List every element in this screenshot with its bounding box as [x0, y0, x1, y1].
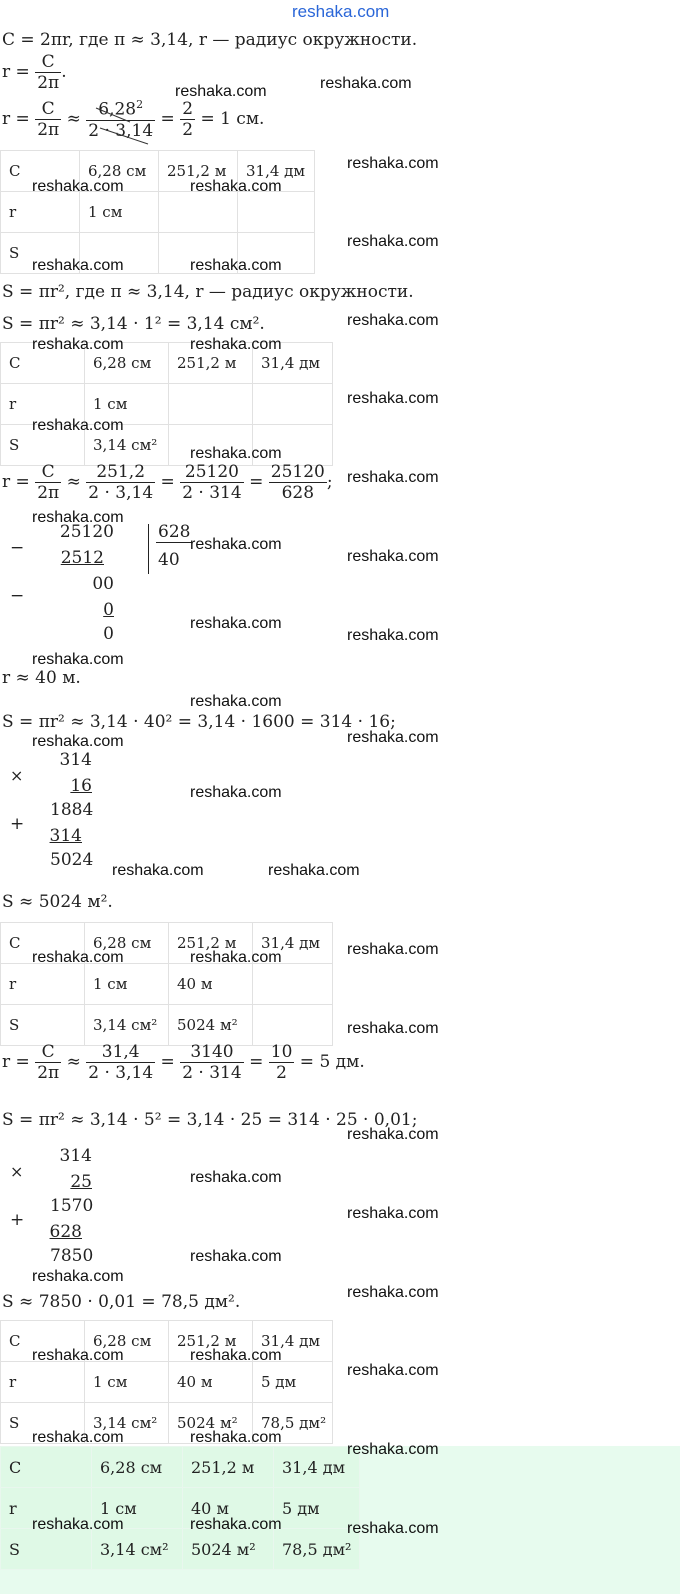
watermark: reshaka.com [347, 155, 439, 172]
table-cell: 31,4 дм [253, 923, 333, 964]
table-cell: r [1, 964, 85, 1005]
denominator: 628 [269, 482, 327, 503]
table-cell: 251,2 м [169, 343, 253, 384]
watermark: reshaka.com [320, 75, 412, 92]
factor: 25 [70, 1172, 92, 1192]
denominator: 2π [37, 1063, 60, 1083]
text: = [160, 472, 175, 492]
denominator: 2 [269, 1062, 295, 1083]
s-result-2: S ≈ 5024 м². [2, 892, 113, 912]
table-cell [253, 384, 333, 425]
numerator: 3140 [190, 1042, 234, 1062]
numerator: 251,2 [96, 462, 146, 482]
table-cell: 31,4 дм [238, 151, 315, 192]
watermark: reshaka.com [190, 178, 282, 195]
partial-product: 1884 [50, 800, 94, 820]
watermark: reshaka.com [32, 257, 124, 274]
text: = [249, 1052, 264, 1072]
table-cell: 1 см [85, 384, 169, 425]
table-cell: 31,4 дм [274, 1447, 360, 1488]
watermark: reshaka.com [190, 949, 282, 966]
product: 5024 [50, 850, 94, 870]
denominator: 2π [37, 73, 60, 93]
watermark: reshaka.com [32, 1429, 124, 1446]
numerator: 25120 [184, 462, 239, 482]
table-cell: 5024 м² [169, 1005, 253, 1046]
table-cell: 1 см [85, 964, 169, 1005]
denominator: 2 [182, 119, 194, 140]
product: 7850 [50, 1246, 94, 1266]
table-cell: 3,14 см² [85, 1403, 169, 1444]
s-calculation-3: S = πr² ≈ 3,14 · 5² = 3,14 · 25 = 314 · 25 · 0,01; [2, 1110, 418, 1130]
table-cell: 5 дм [253, 1362, 333, 1403]
watermark: reshaka.com [32, 178, 124, 195]
fraction [86, 1042, 155, 1083]
table-cell: 6,28 см [92, 1447, 183, 1488]
table-cell [159, 192, 238, 233]
factor: 16 [70, 776, 92, 796]
denominator: 2 · 314 [182, 483, 242, 503]
watermark: reshaka.com [347, 1520, 439, 1537]
fraction [35, 52, 61, 93]
table-cell: S [1, 233, 80, 274]
formula-circumference: C = 2πr, где π ≈ 3,14, r — радиус окружности. [2, 30, 418, 50]
watermark: reshaka.com [190, 445, 282, 462]
watermark: reshaka.com [190, 615, 282, 632]
divisor: 628 [158, 522, 191, 542]
quotient: 40 [158, 550, 180, 570]
text: = 5 дм. [299, 1052, 365, 1072]
fraction [35, 99, 61, 140]
table-cell [253, 964, 333, 1005]
watermark: reshaka.com [190, 1516, 282, 1533]
watermark: reshaka.com [347, 1284, 439, 1301]
watermark: reshaka.com [190, 784, 282, 801]
watermark: reshaka.com [190, 336, 282, 353]
table-3 [0, 922, 333, 1046]
watermark: reshaka.com [347, 627, 439, 644]
text: ; [326, 472, 333, 492]
watermark: reshaka.com [190, 1429, 282, 1446]
superscript: 2 [136, 98, 144, 111]
watermark: reshaka.com [32, 733, 124, 750]
table-cell: 1 см [92, 1488, 183, 1529]
text: = [249, 472, 264, 492]
r-formula [2, 52, 67, 93]
fraction [180, 1042, 243, 1083]
plus-sign: + [10, 814, 25, 834]
subtrahend: 2512 [60, 548, 104, 568]
table-cell: 1 см [80, 192, 159, 233]
denominator: 2π [37, 119, 60, 140]
text: r = [2, 108, 30, 129]
table-cell: 3,14 см² [85, 425, 169, 466]
table-cell: 251,2 м [183, 1447, 274, 1488]
fraction [86, 462, 155, 503]
table-cell: 251,2 м [169, 1321, 253, 1362]
denominator: 2 · 3,14 [88, 1063, 154, 1083]
minus-sign: − [10, 586, 25, 606]
table-cell [253, 1005, 333, 1046]
s-calculation-2: S = πr² ≈ 3,14 · 40² = 3,14 · 1600 = 314 · 16; [2, 712, 396, 732]
fraction [35, 462, 61, 503]
watermark: reshaka.com [347, 312, 439, 329]
table-cell: 31,4 дм [253, 1321, 333, 1362]
table-2 [0, 342, 333, 466]
table-cell: C [1, 151, 80, 192]
text: . [61, 62, 67, 82]
watermark: reshaka.com [347, 1205, 439, 1222]
dividend: 25120 [59, 522, 114, 542]
times-sign: × [10, 1162, 24, 1181]
table-cell: S [1, 425, 85, 466]
table-cell: 3,14 см² [85, 1005, 169, 1046]
watermark: reshaka.com [190, 1347, 282, 1364]
text: ≈ [66, 1052, 81, 1072]
partial-product: 314 [49, 826, 82, 846]
text: = [160, 1052, 175, 1072]
watermark: reshaka.com [268, 862, 360, 879]
watermark: reshaka.com [347, 1441, 439, 1458]
table-cell [238, 192, 315, 233]
watermark: reshaka.com [32, 651, 124, 668]
text: r = [2, 1052, 30, 1072]
partial-product: 1570 [50, 1196, 94, 1216]
numerator: 25120 [270, 462, 325, 482]
table-cell: r [1, 1362, 85, 1403]
table-cell: 5 дм [274, 1488, 360, 1529]
table-cell: r [1, 1488, 92, 1529]
subtrahend: 0 [103, 600, 114, 620]
watermark: reshaka.com [190, 536, 282, 553]
watermark: reshaka.com [347, 1020, 439, 1037]
denominator: 2 · 3,14 [88, 483, 154, 503]
numerator: C [41, 98, 55, 119]
table-cell: S [1, 1005, 85, 1046]
watermark: reshaka.com [32, 417, 124, 434]
table-cell: C [1, 923, 85, 964]
minus-sign: − [10, 538, 25, 558]
text: r = [2, 62, 30, 82]
table-cell: C [1, 1447, 92, 1488]
table-cell: S [1, 1529, 92, 1570]
table-cell: 40 м [169, 964, 253, 1005]
numerator: C [41, 52, 55, 72]
watermark: reshaka.com [347, 729, 439, 746]
table-cell: 251,2 м [169, 923, 253, 964]
table-cell: 6,28 см [85, 343, 169, 384]
remainder: 00 [92, 574, 114, 594]
table-cell: 6,28 см [80, 151, 159, 192]
fraction-crossed [86, 98, 155, 141]
numerator: 10 [270, 1042, 293, 1062]
table-cell: 78,5 дм² [253, 1403, 333, 1444]
numerator: C [41, 462, 55, 482]
watermark: reshaka.com [347, 548, 439, 565]
watermark: reshaka.com [347, 390, 439, 407]
table-cell: 1 см [85, 1362, 169, 1403]
text: = 1 см. [200, 108, 265, 129]
division-bar-vertical [148, 524, 149, 574]
watermark: reshaka.com [32, 949, 124, 966]
table-answer [0, 1446, 360, 1570]
r-calculation-2 [2, 462, 333, 503]
site-watermark-top: reshaka.com [292, 2, 390, 21]
watermark: reshaka.com [112, 862, 204, 879]
table-cell: 31,4 дм [253, 343, 333, 384]
table-cell: r [1, 192, 80, 233]
table-cell: S [1, 1403, 85, 1444]
numerator: 31,4 [101, 1042, 140, 1062]
watermark: reshaka.com [190, 1169, 282, 1186]
formula-area: S = πr², где π ≈ 3,14, r — радиус окружности. [2, 282, 414, 302]
fraction [269, 1042, 295, 1083]
table-1 [0, 150, 315, 274]
table-cell: 6,28 см [85, 1321, 169, 1362]
watermark: reshaka.com [32, 336, 124, 353]
table-cell: 5024 м² [183, 1529, 274, 1570]
watermark: reshaka.com [32, 1516, 124, 1533]
s-result-3: S ≈ 7850 · 0,01 = 78,5 дм². [2, 1292, 241, 1312]
watermark: reshaka.com [32, 1347, 124, 1364]
remainder: 0 [103, 624, 114, 644]
times-sign: × [10, 766, 24, 785]
table-cell: 40 м [169, 1362, 253, 1403]
text: ≈ [66, 472, 81, 492]
table-cell [169, 384, 253, 425]
text: r = [2, 472, 30, 492]
denominator: 2π [37, 483, 60, 503]
watermark: reshaka.com [175, 83, 267, 100]
r-calculation-3 [2, 1042, 365, 1083]
table-4 [0, 1320, 333, 1444]
table-cell: 78,5 дм² [274, 1529, 360, 1570]
watermark: reshaka.com [347, 469, 439, 486]
numerator: C [41, 1042, 55, 1062]
s-calculation-1: S = πr² ≈ 3,14 · 1² = 3,14 см². [2, 314, 265, 334]
table-cell: 251,2 м [159, 151, 238, 192]
watermark: reshaka.com [190, 257, 282, 274]
watermark: reshaka.com [190, 1248, 282, 1265]
partial-product: 628 [49, 1222, 82, 1242]
numerator: 2 [182, 98, 194, 119]
text: ≈ [66, 108, 81, 129]
table-cell: C [1, 1321, 85, 1362]
fraction [180, 99, 195, 140]
watermark: reshaka.com [190, 693, 282, 710]
cross-out-lines [90, 99, 152, 146]
text: = [160, 108, 175, 129]
fraction [180, 462, 243, 503]
table-cell: 6,28 см [85, 923, 169, 964]
r-calculation-1 [2, 98, 264, 141]
table-cell: 3,14 см² [92, 1529, 183, 1570]
fraction [35, 1042, 61, 1083]
plus-sign: + [10, 1210, 25, 1230]
fraction [269, 462, 327, 503]
watermark: reshaka.com [347, 941, 439, 958]
table-cell: r [1, 384, 85, 425]
factor: 314 [59, 1146, 92, 1166]
table-cell: 40 м [183, 1488, 274, 1529]
value: 6,28 [98, 99, 137, 120]
r-result-2: r ≈ 40 м. [2, 668, 81, 688]
watermark: reshaka.com [347, 1126, 439, 1143]
table-cell: 5024 м² [169, 1403, 253, 1444]
watermark: reshaka.com [347, 233, 439, 250]
table-cell: C [1, 343, 85, 384]
denominator: 2 · 314 [182, 1063, 242, 1083]
watermark: reshaka.com [347, 1362, 439, 1379]
watermark: reshaka.com [32, 509, 124, 526]
watermark: reshaka.com [32, 1268, 124, 1285]
factor: 314 [59, 750, 92, 770]
denominator: 2 · 3,14 [88, 120, 154, 141]
